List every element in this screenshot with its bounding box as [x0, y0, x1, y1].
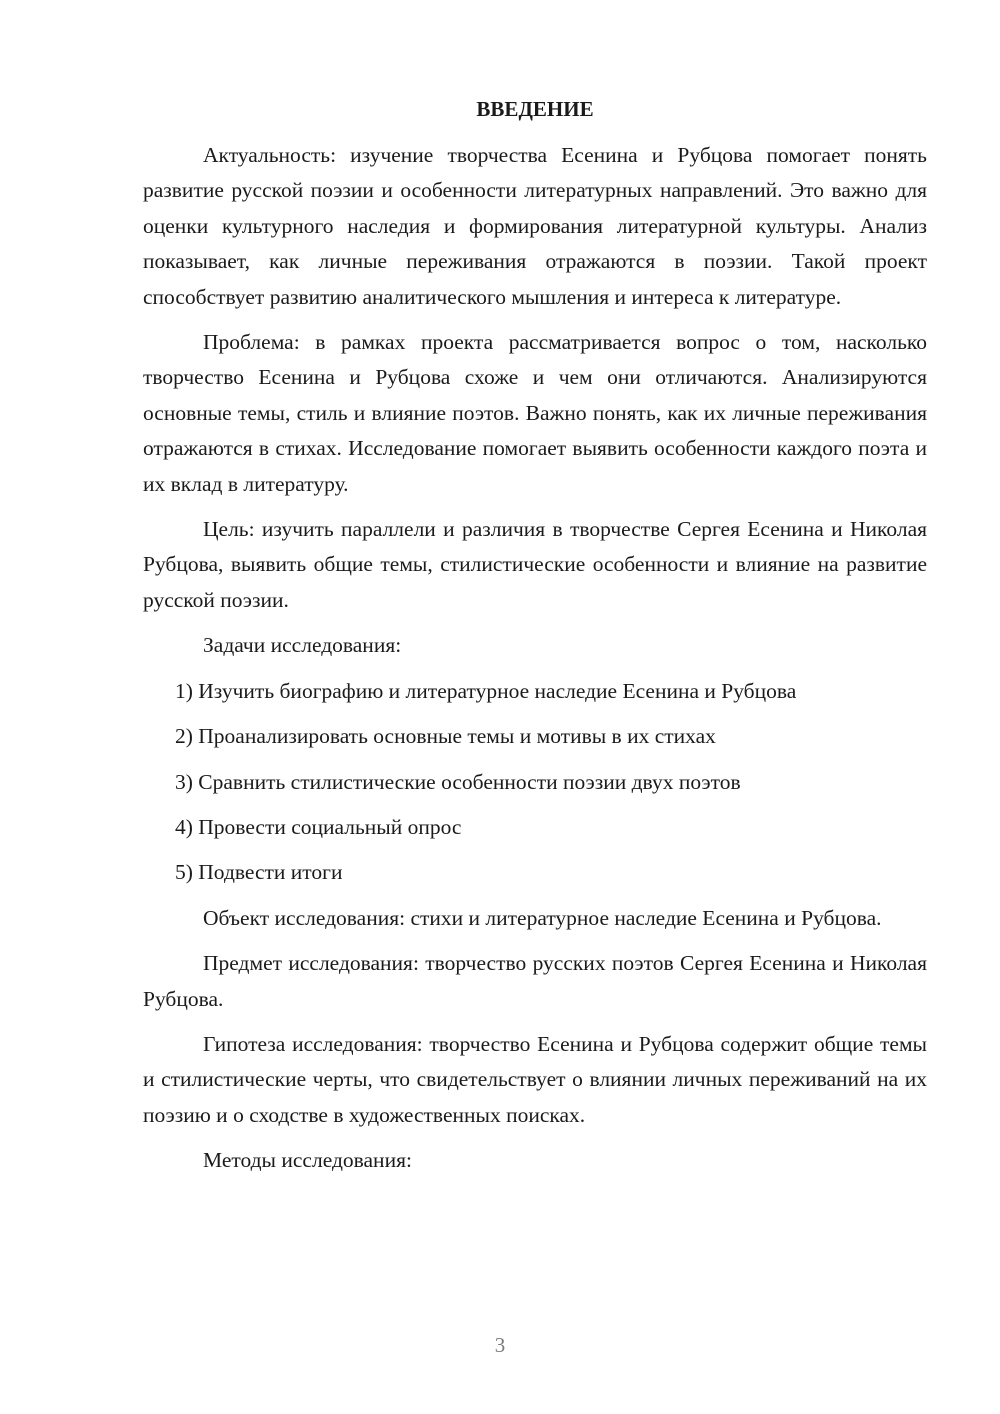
- methods-heading: Методы исследования:: [203, 1148, 412, 1173]
- tasks-heading: Задачи исследования:: [203, 633, 402, 658]
- task-item: 1) Изучить биографию и литературное наследие Есенина и Рубцова: [175, 678, 797, 703]
- relevance-paragraph: Актуальность: изучение творчества Есенина и Рубцова помогает понять развитие русской поэзии и особенности литературных направлений. Это важно для оценки культурного наследия и формирования литературной культуры. Анализ показывает, как личные переживания отражаются в поэзии. Такой проект способствует развитию аналитического мышления и интереса к литературе.: [143, 143, 927, 309]
- hypothesis-paragraph: Гипотеза исследования: творчество Есенина и Рубцова содержит общие темы и стилистические черты, что свидетельствует о влиянии личных переживаний на их поэзию и о сходстве в художественных поисках.: [143, 1031, 927, 1127]
- problem-paragraph: Проблема: в рамках проекта рассматривается вопрос о том, насколько творчество Есенина и Рубцова схоже и чем они отличаются. Анализируются основные темы, стиль и влияние поэтов. Важно понять, как их личные переживания отражаются в стихах. Исследование помогает выявить особенности каждого поэта и их вклад в литературу.: [143, 330, 927, 496]
- page-number: 3: [494, 1333, 506, 1357]
- tasks-list: [143, 674, 927, 891]
- subject-paragraph: Предмет исследования: творчество русских поэтов Сергея Есенина и Николая Рубцова.: [143, 951, 927, 1011]
- task-item: 5) Подвести итоги: [175, 860, 343, 885]
- object-paragraph: Объект исследования: стихи и литературное наследие Есенина и Рубцова.: [203, 905, 882, 930]
- goal-paragraph: Цель: изучить параллели и различия в творчестве Сергея Есенина и Николая Рубцова, выявить общие темы, стилистические особенности и влияние на развитие русской поэзии.: [143, 517, 927, 612]
- task-item: 2) Проанализировать основные темы и мотивы в их стихах: [175, 724, 716, 749]
- section-title: ВВЕДЕНИЕ: [476, 97, 594, 121]
- page-content: [143, 92, 927, 1189]
- task-item: 4) Провести социальный опрос: [175, 814, 462, 839]
- task-item: 3) Сравнить стилистические особенности поэзии двух поэтов: [175, 769, 741, 794]
